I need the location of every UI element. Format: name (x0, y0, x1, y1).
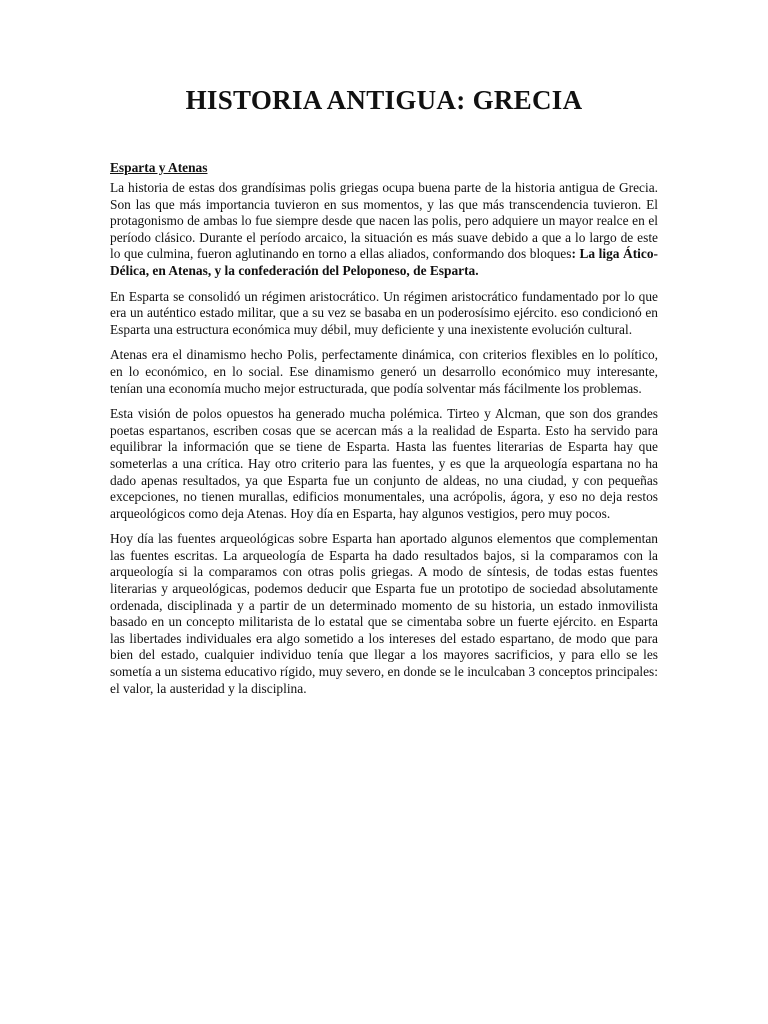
paragraph-1-text: La historia de estas dos grandísimas polis griegas ocupa buena parte de la historia antigua de Grecia. Son las que más importancia tuvieron en sus momentos, y las que más transcendencia tuvieron. El protagonismo de ambas lo fue siempre desde que nacen las polis, pero adquiere un mayor realce en el período clásico. Durante el período arcaico, la situación es más suave debido a que a lo largo de este lo que culmina, fueron aglutinando en torno a ellas aliados, conformando dos bloques (110, 180, 658, 262)
paragraph-5: Hoy día las fuentes arqueológicas sobre Esparta han aportado algunos elementos que complementan las fuentes escritas. La arqueología de Esparta ha dado resultados bajos, si la comparamos con la arqueología si la comparamos con otras polis griegas. A modo de síntesis, de todas estas fuentes literarias y arqueológicas, podemos deducir que Esparta fue un prototipo de sociedad absolutamente ordenada, disciplinada y a partir de un determinado momento de su historia, un estado inmovilista basado en un concepto militarista de lo estatal que se cimentaba sobre un fuerte ejército. en Esparta las libertades individuales era algo sometido a los intereses del estado espartano, de modo que para bien del estado, cualquier individuo tenía que llegar a los mayores sacrificios, y para ello se les sometía a un sistema educativo rígido, muy severo, en donde se le inculcaban 3 conceptos principales: el valor, la austeridad y la disciplina. (110, 531, 658, 696)
document-page (110, 82, 658, 706)
paragraph-2: En Esparta se consolidó un régimen aristocrático. Un régimen aristocrático fundamentado por lo que era un auténtico estado militar, que a su vez se basaba en un poderosísimo ejército. eso condicionó en Esparta una estructura económica muy débil, muy deficiente y una inexistente evolución cultural. (110, 288, 658, 337)
section-heading: Esparta y Atenas (110, 160, 208, 175)
document-title: HISTORIA ANTIGUA: GRECIA (185, 85, 583, 115)
paragraph-4: Esta visión de polos opuestos ha generado mucha polémica. Tirteo y Alcman, que son dos grandes poetas espartanos, escriben cosas que se acercan más a la realidad de Esparta. Esto ha servido para equilibrar la información que se tiene de Esparta. Hasta las fuentes literarias de Esparta hay que someterlas a una crítica. Hay otro criterio para las fuentes, y es que la arqueología espartana no ha dado apenas resultados, ya que Esparta fue un conjunto de aldeas, no una ciudad, y con pequeñas excepciones, no tienen murallas, edificios monumentales, una acrópolis, ágora, y eso no deja restos arqueológicos como deja Atenas. Hoy día en Esparta, hay algunos vestigios, pero muy pocos. (110, 406, 658, 521)
paragraph-3: Atenas era el dinamismo hecho Polis, perfectamente dinámica, con criterios flexibles en lo político, en lo económico, en lo social. Ese dinamismo generó un desarrollo económico muy interesante, tenían una economía mucho mejor estructurada, que podía solventar más fácilmente los problemas. (110, 347, 658, 396)
paragraph-1-bold-text: : La liga Ático-Délica, en Atenas, y la confederación del Peloponeso, de Esparta. (110, 246, 658, 278)
paragraph-1 (110, 180, 658, 280)
